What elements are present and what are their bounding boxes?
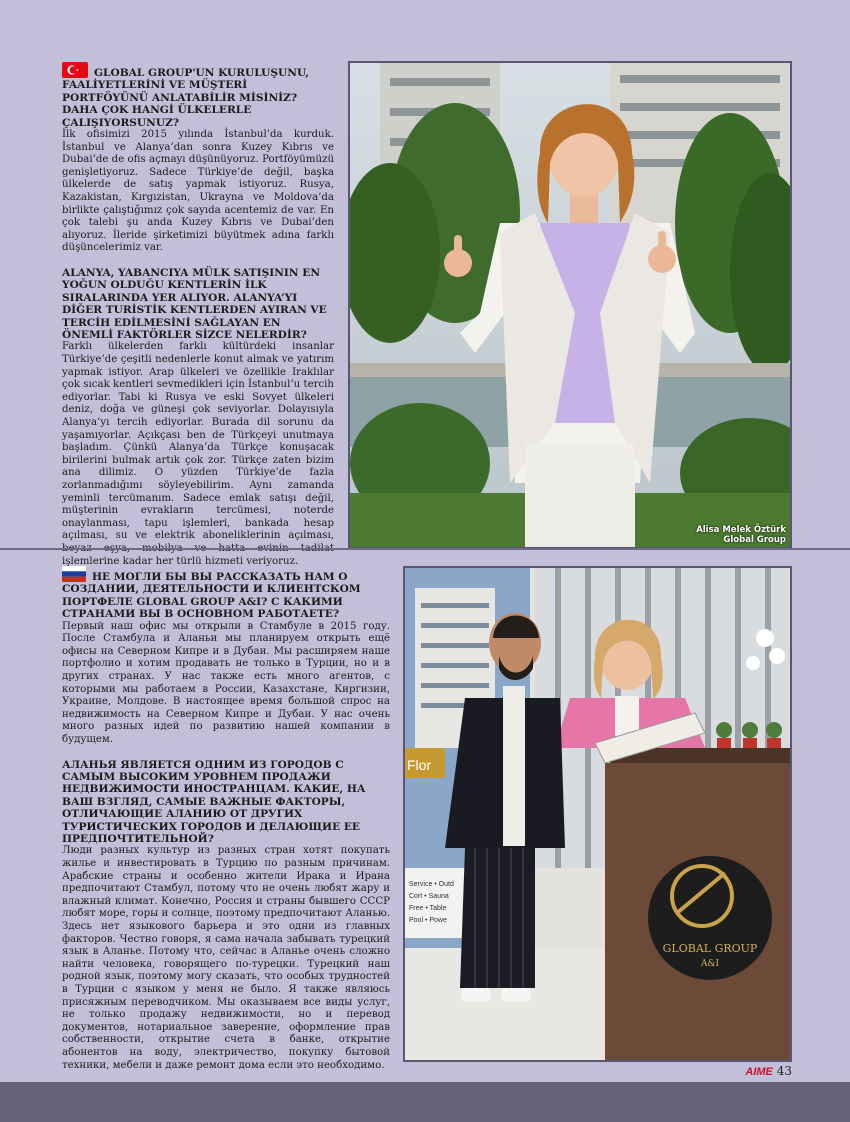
answer-1-ru: Первый наш офис мы открыли в Стамбуле в 2015 году. После Стамбула и Аланьи мы планируем открыть ещё офисы на Северном Кипре и в Дубаи. Мы расширяем наше портфолио и хотим продавать не только в Турции, но и в других странах. У нас также есть много агентов, с которыми мы работаем в России, Казахстане, Киргизии, Украине, Молдове. В настоящее время большой спрос на недвижимость на Северном Кипре и Дубаи. У нас очень много разных идей по развитию нашей компании в будущем.: [62, 620, 390, 745]
page-number-value: 43: [776, 1064, 792, 1078]
portrait-illustration: [350, 63, 790, 547]
question-1-tr: [62, 62, 334, 129]
answer-1-tr: İlk ofisimizi 2015 yılında İstanbul’da kurduk. İstanbul ve Alanya’dan sonra Kuzey Kıbrıs ve Dubai’de de ofis açmayı düşünüyoruz. Portföyümüzü genişletiyoruz. Sadece Türkiye’de değil, başka ülkelerde de satış yapmak istiyoruz. Rusya, Kazakistan, Kırgızistan, Ukrayna ve Moldova’da birlikte çalıştığımız çok sayıda acentemiz de var. En çok talebi şu anda Kuzey Kıbrıs ve Dubai’den alıyoruz. İleride şirketimizi büyütmek adına farklı düşüncelerimiz var.: [62, 129, 334, 254]
sign-text: Flor: [407, 757, 432, 773]
logo-text-2: A&I: [700, 959, 720, 969]
office-photo: [403, 566, 792, 1062]
board-text: Service • Outd Cort • Sauna Free • Table Pool • Powe: [409, 881, 454, 924]
question-1-ru: [62, 566, 390, 621]
turkish-article: [62, 62, 334, 580]
turkey-flag-icon: [62, 62, 88, 78]
page-number: [745, 1064, 792, 1078]
answer-2-tr: Farklı ülkelerden farklı kültürdeki insanlar Türkiye’de çeşitli nedenlerle konut almak ve yatırım yapmak istiyor. Arap ülkeleri ve özellikle Iraklılar çok sıcak kentleri sevmedikleri için İstanbul’u tercih ediyorlar. Tabi ki Rusya ve eski Sovyet ülkeleri deniz, doğa ve güneşi çok seviyorlar. Dolayısıyla Alanya’yı tercih ediyorlar. Burada dil sorunu da yaşamıyorlar. Açıkçası ben de Türkçeyi unutmaya başladım. Çünkü Alanya’da Türkçe konuşacak birilerini bulmak artık çok zor. Türkçe zaten bizim ana dilimiz. O yüzden Türkiye’de fazla zorlanmadığımı söyleyebilirim. Aynı zamanda yeminli tercümanım. Sadece emlak satışı değil, müşterinin evrakların tercümesi, noterde onaylanması, tapu işlemleri, bankada hesap açılması, su ve elektrik aboneliklerinin açılması, işlemlerine kadar her türlü hizmeti veriyoruz.: [62, 341, 334, 567]
question-1-ru-text: НЕ МОГЛИ БЫ ВЫ РАССКАЗАТЬ НАМ О СОЗДАНИИ, ДЕЯТЕЛЬНОСТИ И КЛИЕНТСКОМ ПОРТФЕЛЕ GLOBAL GROUP A&I? С КАКИМИ СТРАНАМИ ВЫ В ОСНОВНОМ РАБОТАЕТЕ?: [62, 571, 361, 621]
answer-2-ru: Люди разных культур из разных стран хотят покупать жилье и инвестировать в Турцию по разным причинам. Арабские страны и особенно жители Ирака и Ирана предпочитают Стамбул, потому что не очень любят жару и влажный климат. Конечно, Россия и страны бывшего СССР любят море, горы и солнце, поэтому предпочитают Аланью. Здесь нет языкового барьера и это одни из главных факторов. Честно говоря, я сама начала забывать турецкий язык в Аланье. Потому что, сейчас в Аланье очень сложно найти человека, говорящего по-турецки. Турецкий наш родной язык, поэтому могу сказать, что особых трудностей в Турции с языком у меня не было. Я также являюсь присяжным переводчиком. Мы оказываем все виды услуг, не только продажу недвижимости, но и перевод документов, нотариальное заверение, оформление прав собственности, открытие счета в банке, открытие абонентов на воду, электричество, покупку бытовой техники, мебели и даже ремонт дома если это необходимо.: [62, 845, 390, 1071]
caption-name: Alisa Melek Öztürk: [696, 525, 786, 535]
russia-flag-icon: [62, 566, 86, 582]
caption-company: Global Group: [723, 535, 786, 545]
footer-bar: [0, 1082, 850, 1122]
photo-caption: [696, 525, 786, 545]
question-1-tr-text: GLOBAL GROUP'UN KURULUŞUNU, FAALİYETLERİNİ VE MÜŞTERİ PORTFÖYÜNÜ ANLATABİLİR MİSİNİZ? DAHA ÇOK HANGİ ÜLKELERLE ÇALIŞIYORSUNUZ?: [62, 67, 309, 129]
office-illustration: [405, 568, 790, 1060]
section-divider: [0, 548, 850, 550]
magazine-logo: AIME: [745, 1066, 773, 1078]
question-2-tr: ALANYA, YABANCIYA MÜLK SATIŞININ EN YOĞUN OLDUĞU KENTLERİN İLK SIRALARINDA YER ALIYOR. ALANYA’YI DİĞER TURİSTİK KENTLERDEN AYIRAN VE TERCİH EDİLMESİNİ SAĞLAYAN EN ÖNEMLİ FAKTÖRLER SİZCE NELERDİR?: [62, 266, 327, 341]
logo-text-1: GLOBAL GROUP: [662, 942, 758, 955]
portrait-photo: [348, 61, 792, 549]
russian-article: [62, 566, 390, 1084]
question-2-ru: АЛАНЬЯ ЯВЛЯЕТСЯ ОДНИМ ИЗ ГОРОДОВ С САМЫМ ВЫСОКИМ УРОВНЕМ ПРОДАЖИ НЕДВИЖИМОСТИ ИНОСТРАНЦАМ. КАКИЕ, НА ВАШ ВЗГЛЯД, САМЫЕ ВАЖНЫЕ ФАКТОРЫ, ОТЛИЧАЮЩИЕ АЛАНИЮ ОТ ДРУГИХ ТУРИСТИЧЕСКИХ ГОРОДОВ И ДЕЛАЮЩИЕ ЕЕ ПРЕДПОЧТИТЕЛЬНОЙ?: [62, 758, 366, 845]
